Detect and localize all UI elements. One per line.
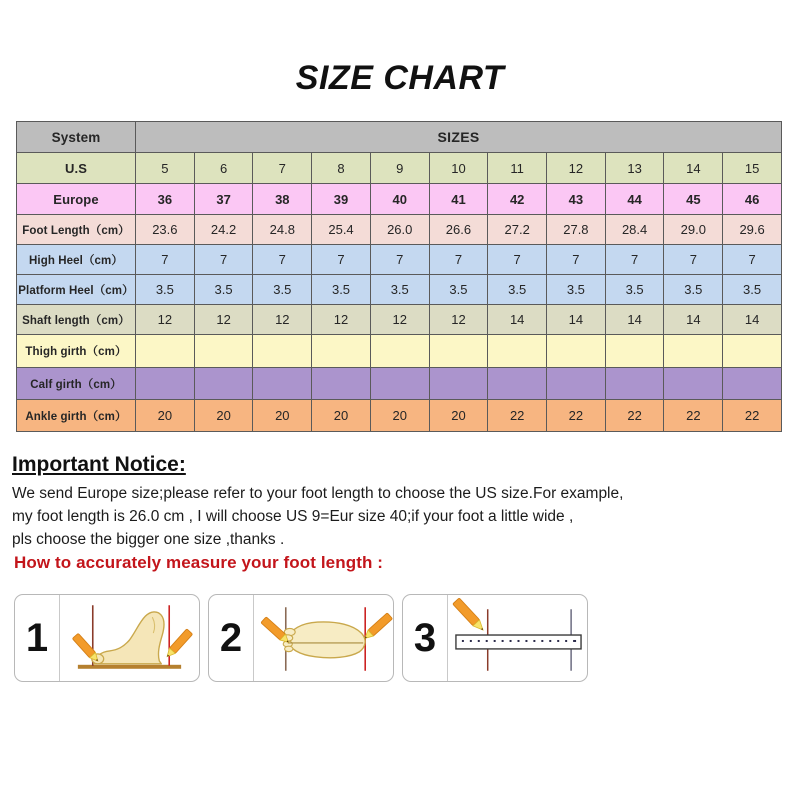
cell-high-heel-10: 7 <box>723 245 782 275</box>
foot-top-view-with-pencils-icon <box>254 595 393 681</box>
cell-europe-10: 46 <box>723 184 782 215</box>
cell-high-heel-0: 7 <box>136 245 195 275</box>
cell-shaft-length-1: 12 <box>194 305 253 335</box>
measure-step-2-number: 2 <box>209 595 254 681</box>
cell-shaft-length-5: 12 <box>429 305 488 335</box>
cell-europe-3: 39 <box>312 184 371 215</box>
cell-us-0: 5 <box>136 153 195 184</box>
cell-high-heel-3: 7 <box>312 245 371 275</box>
table-row-ankle-girth <box>17 400 782 432</box>
cell-calf-girth-0 <box>136 368 195 400</box>
cell-europe-9: 45 <box>664 184 723 215</box>
important-notice-heading: Important Notice: <box>12 453 186 476</box>
row-label-shaft-length: Shaft length（cm） <box>17 305 136 335</box>
cell-calf-girth-3 <box>312 368 371 400</box>
cell-ankle-girth-3: 20 <box>312 400 371 432</box>
cell-high-heel-7: 7 <box>547 245 606 275</box>
cell-europe-6: 42 <box>488 184 547 215</box>
cell-shaft-length-2: 12 <box>253 305 312 335</box>
table-row-system <box>17 122 782 153</box>
cell-shaft-length-10: 14 <box>723 305 782 335</box>
cell-platform-heel-9: 3.5 <box>664 275 723 305</box>
cell-calf-girth-7 <box>547 368 606 400</box>
row-label-europe: Europe <box>17 184 136 215</box>
cell-europe-4: 40 <box>370 184 429 215</box>
size-chart-table-wrapper <box>16 121 782 432</box>
cell-high-heel-8: 7 <box>605 245 664 275</box>
cell-foot-length-2: 24.8 <box>253 215 312 245</box>
cell-europe-7: 43 <box>547 184 606 215</box>
table-row-europe <box>17 184 782 215</box>
cell-ankle-girth-8: 22 <box>605 400 664 432</box>
cell-calf-girth-2 <box>253 368 312 400</box>
cell-platform-heel-10: 3.5 <box>723 275 782 305</box>
cell-ankle-girth-1: 20 <box>194 400 253 432</box>
row-label-high-heel: High Heel（cm） <box>17 245 136 275</box>
cell-thigh-girth-6 <box>488 335 547 368</box>
important-notice-line-1: We send Europe size;please refer to your foot length to choose the US size.For example, <box>12 485 624 502</box>
measure-step-3-number: 3 <box>403 595 448 681</box>
cell-platform-heel-3: 3.5 <box>312 275 371 305</box>
cell-us-6: 11 <box>488 153 547 184</box>
cell-ankle-girth-0: 20 <box>136 400 195 432</box>
cell-platform-heel-1: 3.5 <box>194 275 253 305</box>
cell-platform-heel-7: 3.5 <box>547 275 606 305</box>
cell-shaft-length-7: 14 <box>547 305 606 335</box>
cell-shaft-length-9: 14 <box>664 305 723 335</box>
cell-thigh-girth-0 <box>136 335 195 368</box>
row-label-thigh-girth: Thigh girth（cm） <box>17 335 136 368</box>
table-row-foot-length <box>17 215 782 245</box>
cell-europe-0: 36 <box>136 184 195 215</box>
cell-shaft-length-6: 14 <box>488 305 547 335</box>
cell-us-9: 14 <box>664 153 723 184</box>
cell-high-heel-6: 7 <box>488 245 547 275</box>
cell-foot-length-0: 23.6 <box>136 215 195 245</box>
cell-ankle-girth-10: 22 <box>723 400 782 432</box>
cell-platform-heel-0: 3.5 <box>136 275 195 305</box>
measure-step-1-number: 1 <box>15 595 60 681</box>
cell-shaft-length-8: 14 <box>605 305 664 335</box>
cell-foot-length-1: 24.2 <box>194 215 253 245</box>
cell-us-2: 7 <box>253 153 312 184</box>
cell-foot-length-7: 27.8 <box>547 215 606 245</box>
cell-platform-heel-8: 3.5 <box>605 275 664 305</box>
cell-us-8: 13 <box>605 153 664 184</box>
cell-foot-length-9: 29.0 <box>664 215 723 245</box>
cell-us-10: 15 <box>723 153 782 184</box>
cell-ankle-girth-7: 22 <box>547 400 606 432</box>
cell-foot-length-6: 27.2 <box>488 215 547 245</box>
cell-thigh-girth-9 <box>664 335 723 368</box>
cell-us-5: 10 <box>429 153 488 184</box>
table-row-platform-heel <box>17 275 782 305</box>
cell-thigh-girth-1 <box>194 335 253 368</box>
important-notice-line-2: my foot length is 26.0 cm , I will choose US 9=Eur size 40;if your foot a little wide , <box>12 508 574 525</box>
cell-us-3: 8 <box>312 153 371 184</box>
row-label-us: U.S <box>17 153 136 184</box>
cell-ankle-girth-4: 20 <box>370 400 429 432</box>
measure-steps-panels <box>14 594 594 684</box>
measure-step-3-panel <box>402 594 588 682</box>
cell-foot-length-5: 26.6 <box>429 215 488 245</box>
measure-step-2-panel <box>208 594 394 682</box>
cell-high-heel-2: 7 <box>253 245 312 275</box>
table-row-calf-girth <box>17 368 782 400</box>
page-title: SIZE CHART <box>295 59 505 97</box>
cell-thigh-girth-3 <box>312 335 371 368</box>
header-sizes-label: SIZES <box>136 122 782 153</box>
ruler-with-pencil-icon <box>448 595 587 681</box>
cell-us-1: 6 <box>194 153 253 184</box>
row-label-calf-girth: Calf girth（cm） <box>17 368 136 400</box>
cell-ankle-girth-5: 20 <box>429 400 488 432</box>
cell-calf-girth-9 <box>664 368 723 400</box>
row-label-foot-length: Foot Length（cm） <box>17 215 136 245</box>
cell-calf-girth-1 <box>194 368 253 400</box>
cell-europe-5: 41 <box>429 184 488 215</box>
cell-calf-girth-4 <box>370 368 429 400</box>
cell-thigh-girth-7 <box>547 335 606 368</box>
table-row-us <box>17 153 782 184</box>
cell-platform-heel-2: 3.5 <box>253 275 312 305</box>
table-row-shaft-length <box>17 305 782 335</box>
cell-high-heel-5: 7 <box>429 245 488 275</box>
cell-foot-length-4: 26.0 <box>370 215 429 245</box>
cell-us-7: 12 <box>547 153 606 184</box>
cell-foot-length-8: 28.4 <box>605 215 664 245</box>
cell-high-heel-4: 7 <box>370 245 429 275</box>
cell-calf-girth-8 <box>605 368 664 400</box>
table-row-thigh-girth <box>17 335 782 368</box>
cell-thigh-girth-2 <box>253 335 312 368</box>
cell-calf-girth-5 <box>429 368 488 400</box>
cell-high-heel-1: 7 <box>194 245 253 275</box>
foot-side-view-with-pencils-icon <box>60 595 199 681</box>
important-notice-line-3: pls choose the bigger one size ,thanks . <box>12 531 285 548</box>
row-label-platform-heel: Platform Heel（cm） <box>17 275 136 305</box>
cell-shaft-length-4: 12 <box>370 305 429 335</box>
cell-thigh-girth-8 <box>605 335 664 368</box>
cell-europe-2: 38 <box>253 184 312 215</box>
cell-thigh-girth-5 <box>429 335 488 368</box>
cell-foot-length-10: 29.6 <box>723 215 782 245</box>
header-system-label: System <box>17 122 136 153</box>
cell-shaft-length-0: 12 <box>136 305 195 335</box>
row-label-ankle-girth: Ankle girth（cm） <box>17 400 136 432</box>
cell-platform-heel-6: 3.5 <box>488 275 547 305</box>
cell-thigh-girth-4 <box>370 335 429 368</box>
cell-foot-length-3: 25.4 <box>312 215 371 245</box>
cell-platform-heel-5: 3.5 <box>429 275 488 305</box>
cell-calf-girth-10 <box>723 368 782 400</box>
cell-ankle-girth-6: 22 <box>488 400 547 432</box>
cell-high-heel-9: 7 <box>664 245 723 275</box>
cell-thigh-girth-10 <box>723 335 782 368</box>
cell-ankle-girth-9: 22 <box>664 400 723 432</box>
cell-europe-1: 37 <box>194 184 253 215</box>
cell-shaft-length-3: 12 <box>312 305 371 335</box>
important-notice-block <box>12 452 782 551</box>
measure-instructions-heading: How to accurately measure your foot length : <box>14 553 384 572</box>
table-row-high-heel <box>17 245 782 275</box>
measure-step-1-panel <box>14 594 200 682</box>
cell-calf-girth-6 <box>488 368 547 400</box>
cell-platform-heel-4: 3.5 <box>370 275 429 305</box>
cell-ankle-girth-2: 20 <box>253 400 312 432</box>
cell-europe-8: 44 <box>605 184 664 215</box>
cell-us-4: 9 <box>370 153 429 184</box>
size-chart-table <box>16 121 782 432</box>
